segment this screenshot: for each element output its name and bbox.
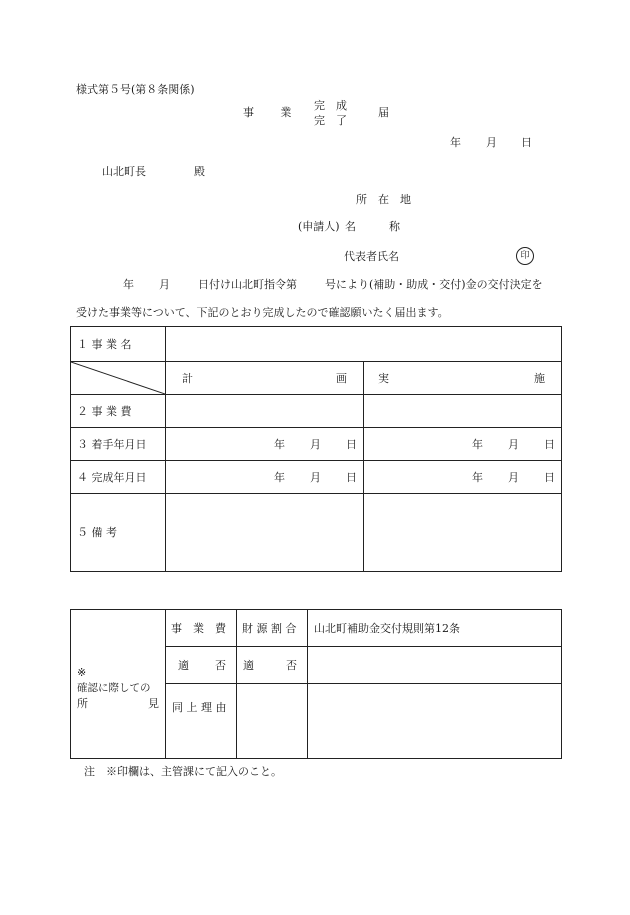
applicant-prefix: (申請人) bbox=[298, 220, 340, 233]
cost-plan-cell[interactable] bbox=[166, 395, 364, 428]
date-day: 日 bbox=[521, 136, 532, 149]
apt-char-2: 否 bbox=[286, 658, 297, 672]
ymd-month: 月 bbox=[310, 470, 321, 484]
address-label: 所 在 地 bbox=[356, 193, 411, 206]
apt-char-1: 適 bbox=[243, 658, 254, 672]
cost-label-2: 事 業 費 bbox=[166, 610, 237, 647]
confirmation-table bbox=[70, 609, 562, 759]
date-year: 年 bbox=[450, 136, 461, 149]
reason-cell-2[interactable] bbox=[308, 684, 562, 759]
title-todoke: 届 bbox=[378, 106, 389, 119]
ymd-month: 月 bbox=[508, 470, 519, 484]
date-month: 月 bbox=[486, 136, 497, 149]
opinion-label bbox=[77, 698, 159, 709]
completion-date-label: ４ 完成年月日 bbox=[71, 461, 166, 494]
ymd-month: 月 bbox=[310, 437, 321, 451]
apt-cell-1[interactable] bbox=[166, 647, 237, 684]
representative-label: 代表者氏名 bbox=[344, 250, 399, 263]
actual-header bbox=[364, 362, 562, 395]
cost-actual-cell[interactable] bbox=[364, 395, 562, 428]
ymd-year: 年 bbox=[274, 437, 285, 451]
ymd-day: 日 bbox=[544, 470, 555, 484]
seal-mark bbox=[516, 247, 534, 265]
ymd-year: 年 bbox=[472, 470, 483, 484]
row-project-name bbox=[71, 327, 562, 362]
confirmation-label-cell bbox=[71, 610, 166, 759]
footnote: 注 ※印欄は、主管課にて記入のこと。 bbox=[84, 765, 282, 778]
row-start-date bbox=[71, 428, 562, 461]
body-year: 年 bbox=[123, 278, 134, 291]
completion-date-plan-cell[interactable] bbox=[166, 461, 364, 494]
opinion-char-2: 見 bbox=[148, 697, 159, 711]
note-mark: ※ bbox=[77, 665, 87, 679]
ymd-day: 日 bbox=[544, 437, 555, 451]
plan-char-2: 画 bbox=[336, 371, 347, 385]
apt-cell-2[interactable] bbox=[237, 647, 308, 684]
form-number: 様式第５号(第８条関係) bbox=[76, 83, 195, 96]
cost-label: ２ 事 業 費 bbox=[71, 395, 166, 428]
row-plan-actual bbox=[71, 362, 562, 395]
confirm-label: 確認に際しての bbox=[77, 681, 151, 694]
row-remarks bbox=[71, 494, 562, 572]
body-tail: 号により(補助・助成・交付)金の交付決定を bbox=[325, 278, 543, 291]
row-cost-ratio bbox=[71, 610, 562, 647]
plan-char-1: 計 bbox=[182, 371, 193, 385]
plan-header bbox=[166, 362, 364, 395]
start-date-label: ３ 着手年月日 bbox=[71, 428, 166, 461]
opinion-char-1: 所 bbox=[77, 697, 88, 711]
body-month: 月 bbox=[159, 278, 170, 291]
project-name-label: １ 事 業 名 bbox=[71, 327, 166, 362]
fund-ratio-label: 財 源 割 合 bbox=[237, 610, 308, 647]
start-date-plan-cell[interactable] bbox=[166, 428, 364, 461]
completion-date-actual-cell[interactable] bbox=[364, 461, 562, 494]
rule-text: 山北町補助金交付規則第12条 bbox=[308, 610, 562, 647]
body-line2: 受けた事業等について、下記のとおり完成したので確認願いたく届出ます。 bbox=[76, 306, 449, 319]
remarks-actual-cell[interactable] bbox=[364, 494, 562, 572]
actual-char-1: 実 bbox=[378, 371, 389, 385]
remarks-plan-cell[interactable] bbox=[166, 494, 364, 572]
title-kansei: 完 成 bbox=[314, 99, 347, 112]
reason-cell-1[interactable] bbox=[237, 684, 308, 759]
row-completion-date bbox=[71, 461, 562, 494]
body-mid: 日付け山北町指令第 bbox=[198, 278, 297, 291]
diagonal-cell bbox=[71, 362, 166, 395]
apt-char-2: 否 bbox=[215, 658, 226, 672]
ymd-year: 年 bbox=[274, 470, 285, 484]
project-table bbox=[70, 326, 562, 572]
ymd-day: 日 bbox=[346, 437, 357, 451]
actual-char-2: 施 bbox=[534, 371, 545, 385]
ymd-month: 月 bbox=[508, 437, 519, 451]
diagonal-line bbox=[71, 362, 165, 394]
project-name-cell[interactable] bbox=[166, 327, 562, 362]
apt-char-1: 適 bbox=[178, 658, 189, 672]
title-kanryo: 完 了 bbox=[314, 114, 347, 127]
remarks-label: ５ 備 考 bbox=[71, 494, 166, 572]
start-date-actual-cell[interactable] bbox=[364, 428, 562, 461]
apt-detail-cell[interactable] bbox=[308, 647, 562, 684]
ymd-year: 年 bbox=[472, 437, 483, 451]
row-cost bbox=[71, 395, 562, 428]
honorific: 殿 bbox=[194, 165, 205, 178]
addressee: 山北町長 bbox=[102, 165, 146, 178]
same-reason-label: 同 上 理 由 bbox=[166, 684, 237, 759]
seal-char: 印 bbox=[520, 250, 530, 261]
name-label: 名 称 bbox=[345, 220, 400, 233]
title-jigyo: 事 業 bbox=[243, 106, 300, 119]
ymd-day: 日 bbox=[346, 470, 357, 484]
